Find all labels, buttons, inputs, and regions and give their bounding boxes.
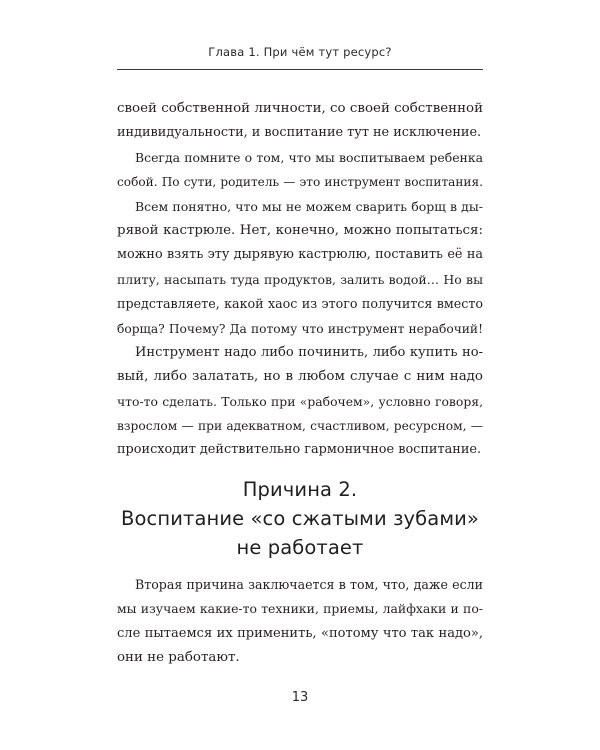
paragraph xyxy=(117,195,483,341)
text-line: рявой кастрюле. Нет, конечно, можно попытаться: xyxy=(117,222,483,238)
paragraph xyxy=(117,146,483,195)
paragraph xyxy=(117,573,483,671)
text-line: вый, либо залатать, но в любом случае с ним надо xyxy=(117,369,483,385)
body-text-top xyxy=(117,97,483,463)
running-head: Глава 1. При чём тут ресурс? xyxy=(208,45,392,59)
section-heading-line: не работает xyxy=(236,536,364,559)
text-line: Инструмент надо либо починить, либо купить но- xyxy=(135,344,483,360)
text-line: они не работают. xyxy=(117,650,240,666)
paragraph xyxy=(117,97,483,146)
section-heading-line: Причина 2. xyxy=(242,478,358,501)
text-line: борща? Почему? Да потому что инструмент нерабочий! xyxy=(117,321,483,336)
text-line: сле пытаемся их применить, «потому что так надо», xyxy=(117,625,483,641)
text-line: собой. По сути, родитель — это инструмент воспитания. xyxy=(117,175,483,190)
text-line: взрослом — при адекватном, счастливом, ресурсном, — xyxy=(117,419,483,434)
header-rule xyxy=(117,69,483,70)
text-line: можно взять эту дырявую кастрюлю, поставить её на xyxy=(117,247,483,263)
text-line: представляете, какой хаос из этого получится вместо xyxy=(117,296,483,312)
text-line: Всем понятно, что мы не можем сварить борщ в ды- xyxy=(135,198,483,214)
text-line: происходит действительно гармоничное воспитание. xyxy=(117,442,482,458)
page-number: 13 xyxy=(291,690,309,705)
text-line: плиту, насыпать туда продуктов, залить водой… Но вы xyxy=(117,271,483,287)
text-line: Вторая причина заключается в том, что, даже если xyxy=(135,577,483,592)
body-text-bottom xyxy=(117,573,483,671)
text-line: Всегда помните о том, что мы воспитываем ребенка xyxy=(135,149,483,165)
text-line: своей собственной личности, со своей собственной xyxy=(117,101,483,116)
text-line: мы изучаем какие-то техники, приемы, лайфхаки и по- xyxy=(117,601,483,617)
section-heading xyxy=(0,475,600,562)
section-heading-line: Воспитание «со сжатыми зубами» xyxy=(121,507,479,530)
text-line: индивидуальности, и воспитание тут не исключение. xyxy=(117,125,482,141)
text-line: что-то сделать. Только при «рабочем», условно говоря, xyxy=(117,393,483,409)
paragraph xyxy=(117,341,483,463)
